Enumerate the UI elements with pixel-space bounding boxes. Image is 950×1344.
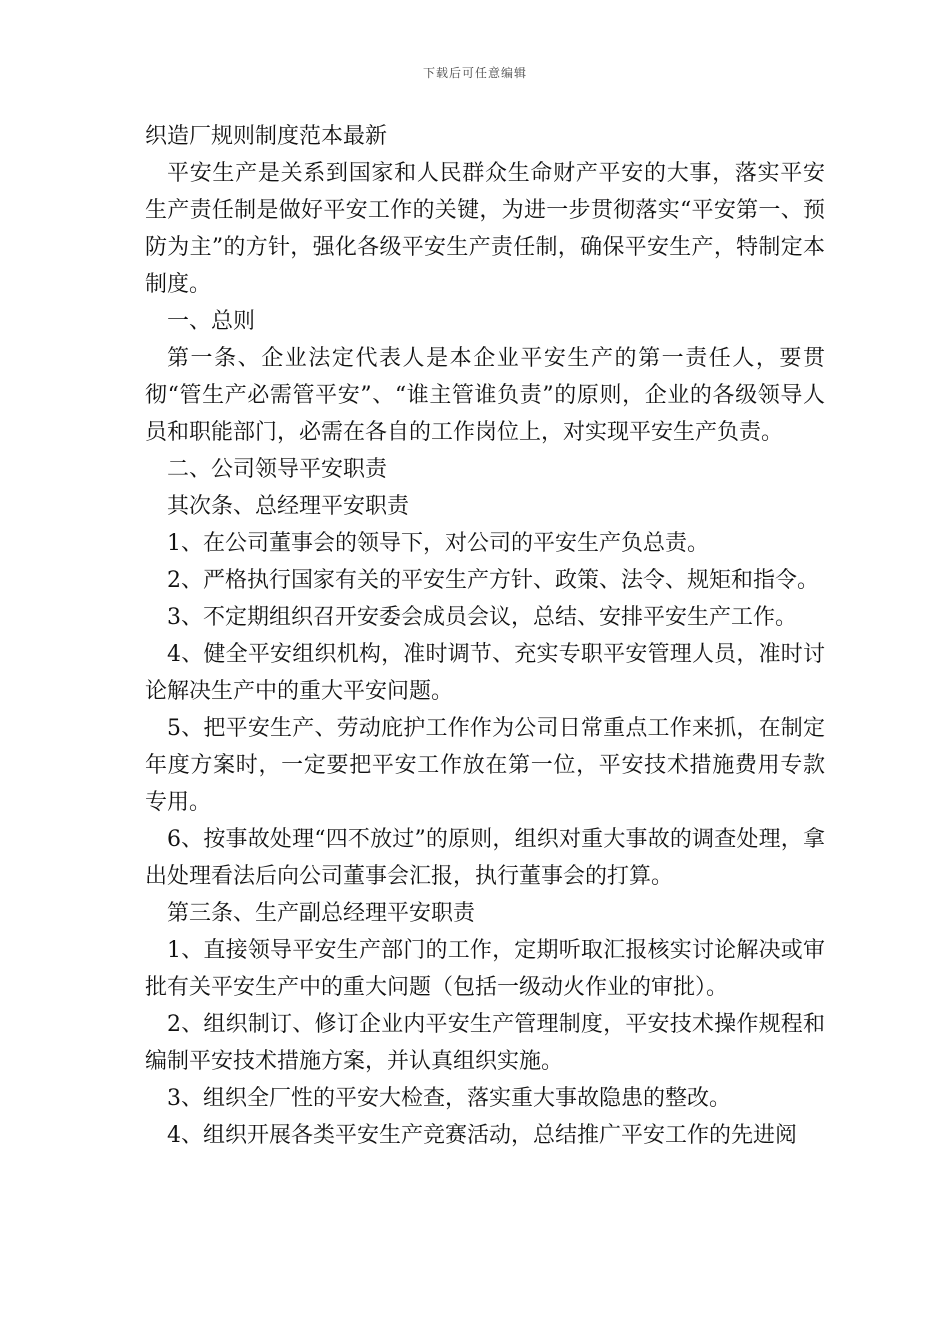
- list-item: 1、直接领导平安生产部门的工作，定期听取汇报核实讨论解决或审批有关平安生产中的重大问题（包括一级动火作业的审批）。: [145, 938, 825, 1000]
- list-item: 4、组织开展各类平安生产竞赛活动，总结推广平安工作的先进阅: [167, 1123, 797, 1148]
- article-1: 第一条、企业法定代表人是本企业平安生产的第一责任人，要贯彻“管生产必需管平安”、“谁主管谁负责”的原则，企业的各级领导人员和职能部门，必需在各自的工作岗位上，对实现平安生产负责。: [145, 346, 825, 445]
- list-item: 4、健全平安组织机构，准时调节、充实专职平安管理人员，准时讨论解决生产中的重大平安问题。: [145, 642, 825, 704]
- list-item: 2、严格执行国家有关的平安生产方针、政策、法令、规矩和指令。: [167, 568, 819, 593]
- list-item: 1、在公司董事会的领导下，对公司的平安生产负总责。: [167, 531, 709, 556]
- list-item: 2、组织制订、修订企业内平安生产管理制度，平安技术操作规程和编制平安技术措施方案，并认真组织实施。: [145, 1012, 825, 1074]
- section-heading-leadership: 二、公司领导平安职责: [167, 457, 388, 482]
- list-item: 6、按事故处理“四不放过”的原则，组织对重大事故的调查处理，拿出处理看法后向公司董事会汇报，执行董事会的打算。: [145, 827, 825, 889]
- document-title: 织造厂规则制度范本最新: [145, 124, 388, 149]
- article-3-heading: 第三条、生产副总经理平安职责: [167, 901, 476, 926]
- document-body: [145, 118, 825, 1154]
- list-item: 3、组织全厂性的平安大检查，落实重大事故隐患的整改。: [167, 1086, 731, 1111]
- section-heading-general: 一、总则: [167, 309, 256, 334]
- list-item: 3、不定期组织召开安委会成员会议，总结、安排平安生产工作。: [167, 605, 797, 630]
- article-2-heading: 其次条、总经理平安职责: [167, 494, 410, 519]
- page-header-note: 下载后可任意编辑: [422, 66, 527, 80]
- list-item: 5、把平安生产、劳动庇护工作作为公司日常重点工作来抓，在制定年度方案时，一定要把平安工作放在第一位，平安技术措施费用专款专用。: [145, 716, 825, 815]
- paragraph-intro: 平安生产是关系到国家和人民群众生命财产平安的大事，落实平安生产责任制是做好平安工作的关键，为进一步贯彻落实“平安第一、预防为主”的方针，强化各级平安生产责任制，确保平安生产，特制定本制度。: [145, 161, 825, 297]
